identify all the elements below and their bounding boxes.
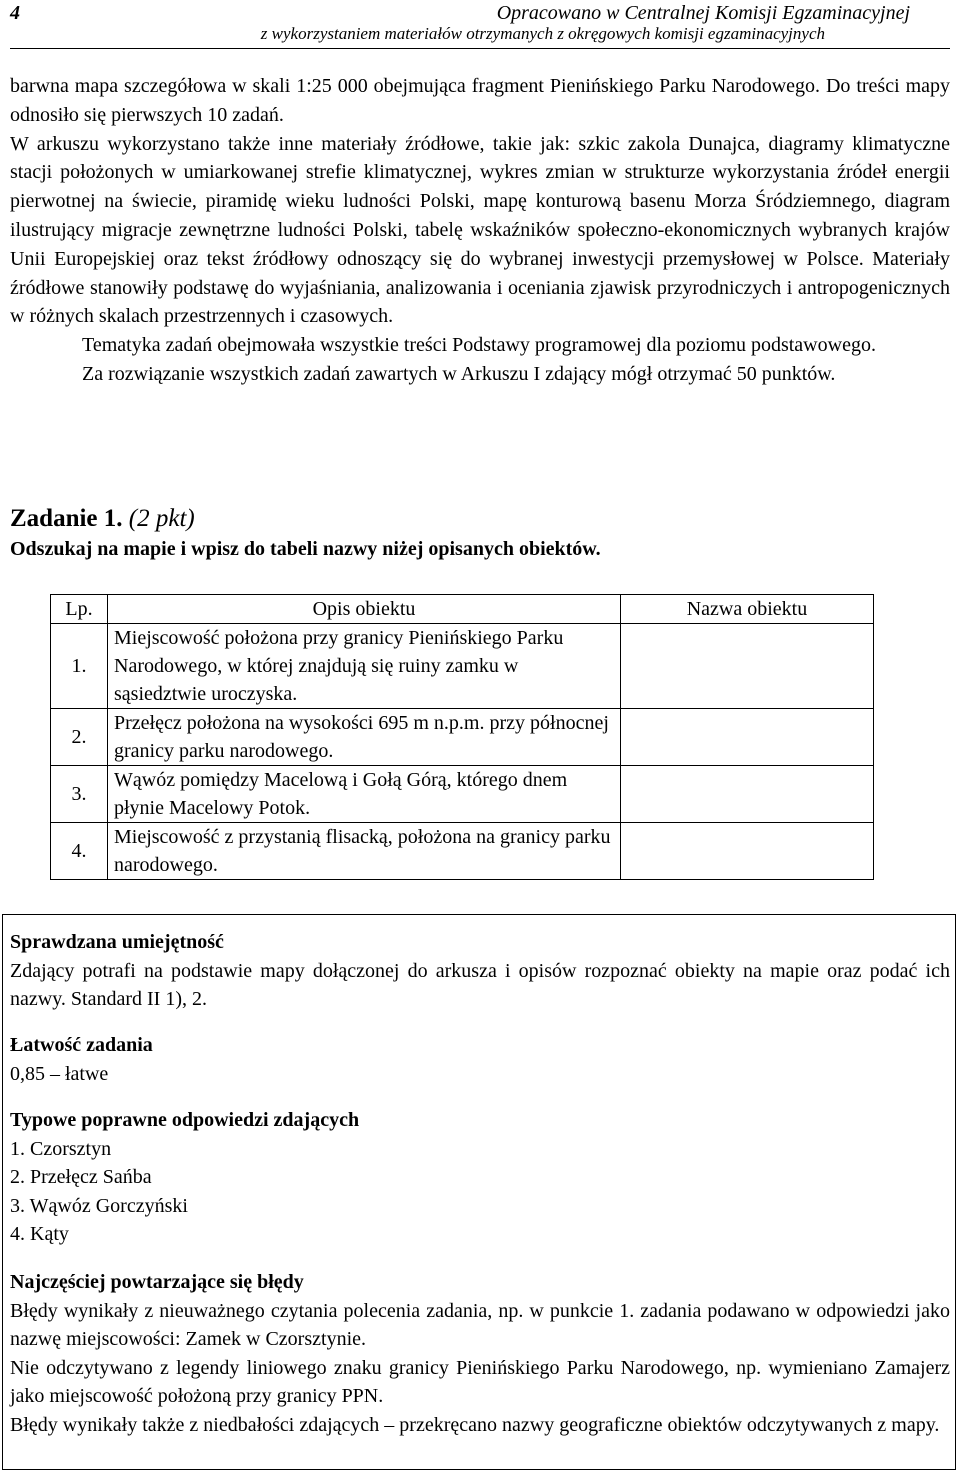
difficulty-text: 0,85 – łatwe — [10, 1062, 109, 1085]
row-opis: Wąwóz pomiędzy Macelową i Gołą Górą, którego dnem płynie Macelowy Potok. — [108, 766, 621, 823]
intro-text — [10, 72, 950, 389]
errors-paragraph-2: Nie odczytywano z legendy liniowego znaku granicy Pienińskiego Parku Narodowego, np. wymieniano Zamajerz jako miejscowość położoną przy granicy PPN. — [10, 1356, 950, 1408]
row-nazwa[interactable] — [621, 709, 874, 766]
table-row — [51, 709, 874, 766]
list-item: 2. Przełęcz Sańba — [10, 1166, 152, 1189]
task-title — [10, 505, 195, 533]
skill-section — [10, 928, 950, 1014]
header-divider — [10, 48, 950, 49]
header-line-2: z wykorzystaniem materiałów otrzymanych z okręgowych komisji egzaminacyjnych — [260, 24, 825, 43]
errors-section — [10, 1268, 950, 1440]
list-item: 4. Kąty — [10, 1223, 69, 1246]
skill-heading: Sprawdzana umiejętność — [10, 931, 224, 953]
difficulty-heading: Łatwość zadania — [10, 1034, 153, 1056]
row-opis: Miejscowość z przystanią flisacką, położona na granicy parku narodowego. — [108, 823, 621, 880]
row-nazwa[interactable] — [621, 766, 874, 823]
intro-paragraph-4: Za rozwiązanie wszystkich zadań zawartych w Arkuszu I zdający mógł otrzymać 50 punktów. — [82, 362, 836, 385]
header-lp: Lp. — [51, 595, 108, 624]
header-line-1: Opracowano w Centralnej Komisji Egzaminacyjnej — [496, 2, 910, 24]
row-nazwa[interactable] — [621, 624, 874, 709]
row-nazwa[interactable] — [621, 823, 874, 880]
answers-heading: Typowe poprawne odpowiedzi zdających — [10, 1109, 360, 1131]
row-lp: 2. — [51, 709, 108, 766]
task-points: (2 pkt) — [128, 505, 195, 532]
difficulty-section — [10, 1031, 950, 1088]
list-item: 1. Czorsztyn — [10, 1137, 112, 1160]
header-opis: Opis obiektu — [108, 595, 621, 624]
table-row — [51, 766, 874, 823]
row-opis: Przełęcz położona na wysokości 695 m n.p.m. przy północnej granicy parku narodowego. — [108, 709, 621, 766]
page-header — [10, 2, 950, 46]
table-row — [51, 823, 874, 880]
errors-heading: Najczęściej powtarzające się błędy — [10, 1271, 304, 1293]
intro-paragraph-3: Tematyka zadań obejmowała wszystkie treści Podstawy programowej dla poziomu podstawowego. — [82, 334, 876, 357]
objects-table — [50, 594, 874, 880]
answers-section — [10, 1106, 950, 1249]
header-nazwa: Nazwa obiektu — [621, 595, 874, 624]
table-header-row — [51, 595, 874, 624]
table-row — [51, 624, 874, 709]
list-item: 3. Wąwóz Gorczyński — [10, 1194, 188, 1217]
row-lp: 1. — [51, 624, 108, 709]
task-instruction: Odszukaj na mapie i wpisz do tabeli nazwy niżej opisanych obiektów. — [10, 538, 601, 560]
row-lp: 4. — [51, 823, 108, 880]
row-lp: 3. — [51, 766, 108, 823]
intro-paragraph-1: barwna mapa szczegółowa w skali 1:25 000 obejmująca fragment Pienińskiego Parku Narodowego. Do treści mapy odnosiło się pierwszych 10 zadań. — [10, 75, 950, 126]
task-number: Zadanie 1. — [10, 505, 123, 532]
intro-paragraph-2: W arkuszu wykorzystano także inne materiały źródłowe, takie jak: szkic zakola Dunajca, diagramy klimatyczne stacji położonych w umiarkowanej strefie klimatycznej, wykres zmian w strukturze wykorzystania źródeł energii pierwotnej na świecie, piramidę wieku ludności Polski, mapę konturową basenu Morza Śródziemnego, diagram ilustrujący migracje zewnętrzne ludności Polski, tabelę wskaźników społeczno-ekonomicznych wybranych krajów Unii Europejskiej oraz tekst źródłowy odnoszący się do wybranej inwestycji przemysłowej w Polsce. Materiały źródłowe stanowiły podstawę do wyjaśniania, analizowania i oceniania zjawisk przyrodniczych i antropogenicznych w różnych skalach przestrzennych i czasowych. — [10, 132, 950, 328]
errors-paragraph-1: Błędy wynikały z nieuważnego czytania polecenia zadania, np. w punkcie 1. zadania podawano w odpowiedzi jako nazwę miejscowości: Zamek w Czorsztynie. — [10, 1299, 950, 1351]
errors-paragraph-3: Błędy wynikały także z niedbałości zdających – przekręcano nazwy geograficzne obiektów odczytywanych z mapy. — [10, 1413, 940, 1436]
row-opis: Miejscowość położona przy granicy Pienińskiego Parku Narodowego, w której znajdują się ruiny zamku w sąsiedztwie uroczyska. — [108, 624, 621, 709]
page-number: 4 — [10, 2, 20, 24]
skill-text: Zdający potrafi na podstawie mapy dołączonej do arkusza i opisów rozpoznać obiekty na mapie oraz podać ich nazwy. Standard II 1), 2. — [10, 959, 950, 1011]
